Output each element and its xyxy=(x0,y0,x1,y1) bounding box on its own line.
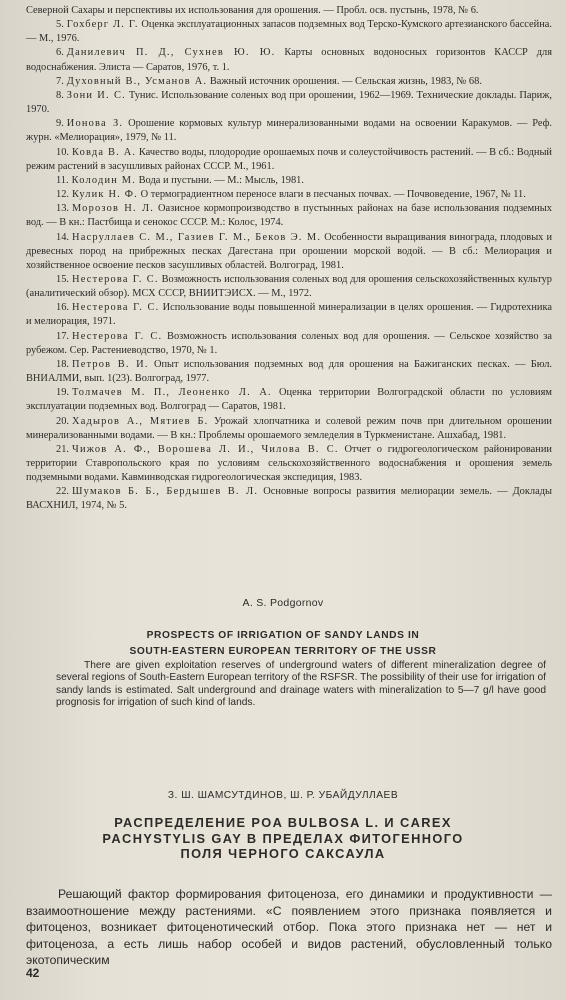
reference-text: Использование воды повышенной минерализации в целях орошения. — Гидротехника и мелиорация, 1971. xyxy=(26,302,552,328)
reference-author: Нестерова Г. С. xyxy=(72,302,160,314)
reference-item xyxy=(26,415,552,443)
russian-article-body: Решающий фактор формирования фитоценоза, его динамики и продуктивности — взаимоотношение между растениями. «С появлением этого признака появляется и фитоценоз, возникает фитоценотический отбор. Пока этого признака нет — нет и фитоценоза, а есть лишь набор особей и видов растений, обусловленный только экотопическим xyxy=(26,887,552,968)
russian-article-authors: З. Ш. ШАМСУТДИНОВ, Ш. Р. УБАЙДУЛЛАЕВ xyxy=(167,790,399,801)
reference-item xyxy=(26,443,552,485)
reference-number: 20. xyxy=(56,415,69,427)
reference-text: Карты основных водоносных горизонтов КАССР для водоснабжения. Элиста — Саратов, 1976, т. 1. xyxy=(26,47,552,73)
russian-title-line: ПОЛЯ ЧЕРНОГО САКСАУЛА xyxy=(180,846,386,861)
reference-author: Духовный В., Усманов А. xyxy=(66,75,208,87)
reference-author: Нестерова Г. С. xyxy=(72,273,159,285)
reference-number: 15. xyxy=(56,273,69,285)
reference-text: Оценка эксплуатационных запасов подземных вод Терско-Кумского артезианского бассейна. — М., 1976. xyxy=(26,19,552,45)
reference-number: 14. xyxy=(56,231,69,243)
reference-text: Опыт использования подземных вод для орошения на Бажиганских песках. — Бюл. ВНИАЛМИ, вып. 1(23). Волгоград, 1977. xyxy=(26,358,553,385)
reference-item xyxy=(26,174,552,188)
russian-title-line: РАСПРЕДЕЛЕНИЕ POA BULBOSA L. И CAREX xyxy=(114,815,452,830)
reference-author: Морозов Н. Л. xyxy=(72,203,155,215)
reference-text: Северной Сахары и перспективы их использования для орошения. — Пробл. осв. пустынь, 1978, № 6. xyxy=(26,5,479,16)
reference-author: Данилевич П. Д., Сухнев Ю. Ю. xyxy=(66,47,276,59)
english-title-line: SOUTH-EASTERN EUROPEAN TERRITORY OF THE USSR xyxy=(129,646,437,657)
russian-article-title xyxy=(0,815,566,862)
reference-item xyxy=(26,18,552,46)
reference-author: Хадыров А., Мятиев Б. xyxy=(72,415,209,427)
reference-number: 10. xyxy=(56,146,69,158)
reference-author: Чижов А. Ф., Ворошева Л. И., Чилова В. С. xyxy=(72,443,339,455)
reference-text: Возможность использования соленых вод для орошения сельскохозяйственных культур (аналитический обзор). МСХ СССР, ВНИИТЭИСХ. — М., 1972. xyxy=(26,273,552,300)
reference-text: Возможность использования соленых вод для орошения. — Сельское хозяйство за рубежом. Сер. Растениеводство, 1970, № 1. xyxy=(26,330,552,356)
reference-text: Орошение кормовых культур минерализованными водами на освоении Каракумов. — Реф. журн. «Мелиорация», 1979, № 11. xyxy=(26,118,552,144)
reference-item xyxy=(26,231,552,273)
reference-text: Тунис. Использование соленых вод при орошении, 1962—1969. Технические доклады. Париж, 1970. xyxy=(26,89,552,116)
reference-number: 16. xyxy=(56,302,69,314)
reference-text: Важный источник орошения. — Сельская жизнь, 1983, № 68. xyxy=(209,75,482,87)
reference-item xyxy=(26,46,552,74)
reference-author: Гохберг Л. Г. xyxy=(66,19,139,31)
reference-number: 22. xyxy=(56,486,69,498)
reference-item xyxy=(26,117,552,145)
reference-item xyxy=(26,75,552,89)
reference-author: Толмачев М. П., Леоненко Л. А. xyxy=(72,387,272,399)
english-article-author: A. S. Podgornov xyxy=(242,597,324,609)
reference-number: 5. xyxy=(56,19,64,31)
reference-number: 17. xyxy=(56,330,69,342)
reference-item xyxy=(26,89,552,117)
reference-number: 6. xyxy=(56,47,64,59)
reference-number: 11. xyxy=(56,174,69,186)
reference-text: О термоградиентном переносе влаги в песчаных почвах. — Почвоведение, 1967, № 11. xyxy=(140,189,526,201)
reference-item xyxy=(26,358,552,386)
reference-number: 18. xyxy=(56,358,69,370)
reference-author: Ионова З. xyxy=(66,118,124,130)
reference-text: Оценка территории Волгоградской области по условиям эксплуатации подземных вод. Волгоград — Саратов, 1981. xyxy=(26,387,552,413)
reference-text: Вода и пустыни. — М.: Мысль, 1981. xyxy=(138,174,304,186)
reference-number: 13. xyxy=(56,203,69,215)
reference-author: Зони И. С. xyxy=(66,89,126,101)
reference-author: Насруллаев С. М., Газиев Г. М., Беков Э. М. xyxy=(72,231,322,243)
reference-text: Отчет о гидрогеологическом районировании территории Ставропольского края по условиям сельскохозяйственного водоснабжения и орошения земель подземными водами. Кавминводская гидрогеологическая экспедиция, 1983. xyxy=(26,443,552,484)
reference-author: Петров В. И. xyxy=(72,358,149,370)
english-title-line: PROSPECTS OF IRRIGATION OF SANDY LANDS IN xyxy=(146,630,420,641)
reference-item xyxy=(26,202,552,230)
reference-number: 21. xyxy=(56,443,69,455)
reference-author: Ковда В. А. xyxy=(72,146,137,158)
reference-text: Качество воды, плодородие орошаемых почв и солеустойчивость растений. — В сб.: Водный режим растений в засушливых районах СССР. М., 1961. xyxy=(26,146,552,172)
reference-number: 19. xyxy=(56,387,69,399)
reference-item xyxy=(26,330,552,358)
reference-author: Кулик Н. Ф. xyxy=(72,189,138,201)
reference-item xyxy=(26,386,552,414)
reference-item xyxy=(26,188,552,202)
reference-number: 12. xyxy=(56,189,69,201)
reference-item xyxy=(26,301,552,329)
english-article-title xyxy=(0,628,566,660)
reference-item xyxy=(26,273,552,301)
reference-author: Шумаков Б. Б., Бердышев В. Л. xyxy=(72,486,259,498)
reference-text: Особенности выращивания винограда, плодовых и древесных пород на прибрежных песках Дагестана при орошении морской водой. — В сб.: Мелиорация и хозяйственное освоение песков засушливых областей. Волгоград, 1981. xyxy=(26,231,553,271)
reference-list xyxy=(26,4,552,514)
reference-number: 7. xyxy=(56,75,64,87)
english-abstract: There are given exploitation reserves of underground waters of different mineralization degree of several regions of South-Eastern European territory of the RSFSR. The possibility of their use for irrigation of sandy lands is estimated. Salt underground and drainage waters with mineralization to 5—7 g/l have good prognosis for irrigation of such kind of lands. xyxy=(56,660,546,709)
page-number: 42 xyxy=(26,966,40,980)
reference-item xyxy=(26,146,552,174)
reference-item xyxy=(26,4,552,18)
reference-number: 8. xyxy=(56,89,64,101)
reference-item xyxy=(26,485,552,513)
reference-text: Урожай хлопчатника и солевой режим почв при длительном орошении минерализованными водами. — В кн.: Проблемы орошаемого земледелия в Туркменистане. Ашхабад, 1981. xyxy=(26,415,552,441)
reference-author: Нестерова Г. С. xyxy=(72,330,163,342)
reference-author: Колодин М. xyxy=(71,174,137,186)
reference-text: Основные вопросы развития мелиорации земель. — Доклады ВАСХНИЛ, 1974, № 5. xyxy=(26,486,552,512)
reference-text: Оазисное кормопроизводство в пустынных районах на базе использования подземных вод. — В кн.: Пастбища и сенокос СССР. М.: Колос, 1974. xyxy=(26,203,552,229)
reference-number: 9. xyxy=(56,118,64,130)
russian-title-line: PACHYSTYLIS GAY В ПРЕДЕЛАХ ФИТОГЕННОГО xyxy=(102,830,464,846)
